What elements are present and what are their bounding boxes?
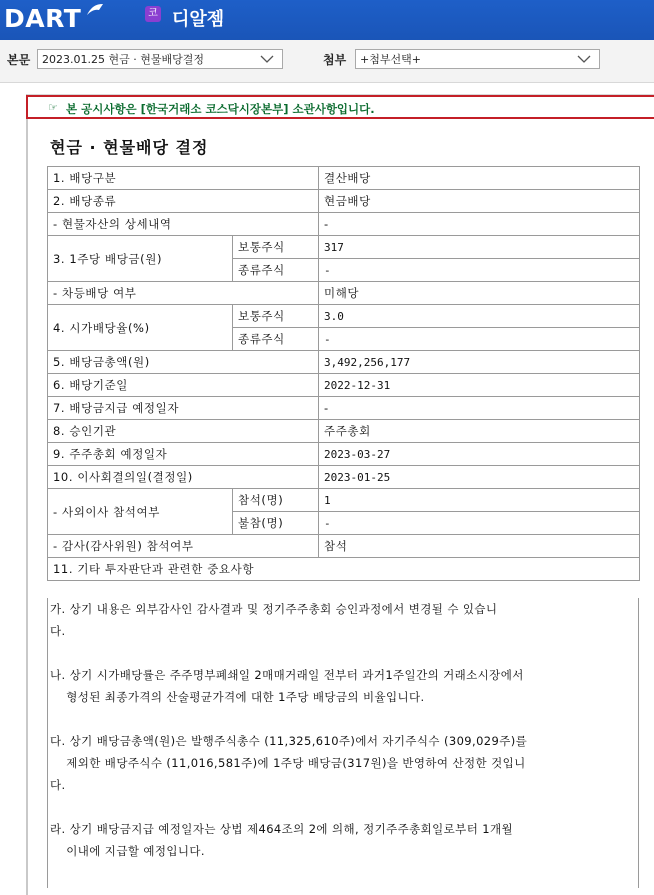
row-sublabel: 보통주식 [233, 305, 319, 328]
toolbar [0, 40, 654, 83]
company-name[interactable]: 디알젬 [172, 9, 225, 30]
row-sublabel: 불참(명) [233, 512, 319, 535]
notice-text: 본 공시사항은 [한국거래소 코스닥시장본부] 소관사항입니다. [66, 102, 375, 116]
table-row [48, 374, 640, 397]
row-value: 2023-03-27 [319, 443, 640, 466]
note-da-line1: 다. 상기 배당금총액(원)은 발행주식총수 (11,325,610주)에서 자기주식수 (309,029주)를 [50, 734, 528, 748]
row-value: 현금배당 [319, 190, 640, 213]
attach-label: 첨부 [323, 53, 347, 67]
document-title: 현금 · 현물배당 결정 [50, 138, 209, 157]
row-label: - 사외이사 참석여부 [48, 489, 233, 535]
body-label: 본문 [7, 53, 31, 67]
table-row [48, 282, 640, 305]
note-ga-line1: 가. 상기 내용은 외부감사인 감사결과 및 정기주주총회 승인과정에서 변경될 수 있습니 [50, 602, 498, 616]
row-label: 5. 배당금총액(원) [48, 351, 319, 374]
table-row [48, 420, 640, 443]
table-row [48, 190, 640, 213]
table-row [48, 466, 640, 489]
table-row [48, 443, 640, 466]
row-value: 2022-12-31 [319, 374, 640, 397]
row-value: - [319, 259, 640, 282]
row-value: 결산배당 [319, 167, 640, 190]
row-label: 9. 주주총회 예정일자 [48, 443, 319, 466]
note-da-line2: 제외한 배당주식수 (11,016,581주)에 1주당 배당금(317원)을 반영하여 산정한 것입니 [50, 756, 526, 770]
row-sublabel: 참석(명) [233, 489, 319, 512]
row-sublabel: 보통주식 [233, 236, 319, 259]
row-sublabel: 종류주식 [233, 328, 319, 351]
row-value: 317 [319, 236, 640, 259]
row-value: - [319, 328, 640, 351]
dividend-table [47, 166, 640, 581]
row-value: 2023-01-25 [319, 466, 640, 489]
note-ra-line1: 라. 상기 배당금지급 예정일자는 상법 제464조의 2에 의해, 정기주주총회일로부터 1개월 [50, 822, 513, 836]
note-ra-line2: 이내에 지급할 예정입니다. [50, 844, 205, 858]
row-value: - [319, 213, 640, 236]
body-document-select[interactable] [37, 49, 283, 69]
table-row [48, 489, 640, 512]
note-da-line3: 다. [50, 778, 66, 792]
table-row [48, 558, 640, 581]
row-value: 1 [319, 489, 640, 512]
row-label: 3. 1주당 배당금(원) [48, 236, 233, 282]
other-matters-section [47, 598, 639, 888]
row-sublabel: 종류주식 [233, 259, 319, 282]
row-value: 미해당 [319, 282, 640, 305]
table-row [48, 236, 640, 259]
top-header-bar [0, 0, 654, 40]
row-label: 4. 시가배당율(%) [48, 305, 233, 351]
table-row [48, 535, 640, 558]
table-row [48, 167, 640, 190]
table-row [48, 213, 640, 236]
row-value: 주주총회 [319, 420, 640, 443]
chevron-down-icon [260, 55, 274, 63]
row-value: - [319, 397, 640, 420]
attach-select-value: +첨부선택+ [360, 53, 421, 66]
logo-swoosh-icon [86, 3, 104, 17]
chevron-down-icon [577, 55, 591, 63]
row-label: - 감사(감사위원) 참석여부 [48, 535, 319, 558]
row-label: 8. 승인기관 [48, 420, 319, 443]
attach-select[interactable] [355, 49, 600, 69]
note-na-line1: 나. 상기 시가배당률은 주주명부폐쇄일 2매매거래일 전부터 과거1주일간의 거래소시장에서 [50, 668, 524, 682]
table-row [48, 305, 640, 328]
note-na-line2: 형성된 최종가격의 산술평균가격에 대한 1주당 배당금의 비율입니다. [50, 690, 425, 704]
row-value: - [319, 512, 640, 535]
jurisdiction-notice [26, 95, 654, 119]
row-value: 3.0 [319, 305, 640, 328]
market-badge: 코 [145, 6, 161, 22]
pointing-hand-icon: ☞ [48, 101, 58, 114]
table-row [48, 397, 640, 420]
row-value: 참석 [319, 535, 640, 558]
row-label: 2. 배당종류 [48, 190, 319, 213]
row-label: 7. 배당금지급 예정일자 [48, 397, 319, 420]
row-label: 11. 기타 투자판단과 관련한 중요사항 [48, 558, 640, 581]
row-label: 1. 배당구분 [48, 167, 319, 190]
table-row [48, 351, 640, 374]
body-select-value: 2023.01.25 현금 · 현물배당결정 [42, 53, 204, 66]
row-label: 6. 배당기준일 [48, 374, 319, 397]
row-label: - 현물자산의 상세내역 [48, 213, 319, 236]
note-ga-line2: 다. [50, 624, 66, 638]
row-label: - 차등배당 여부 [48, 282, 319, 305]
row-value: 3,492,256,177 [319, 351, 640, 374]
dart-logo[interactable]: DART [4, 4, 82, 33]
row-label: 10. 이사회결의일(결정일) [48, 466, 319, 489]
